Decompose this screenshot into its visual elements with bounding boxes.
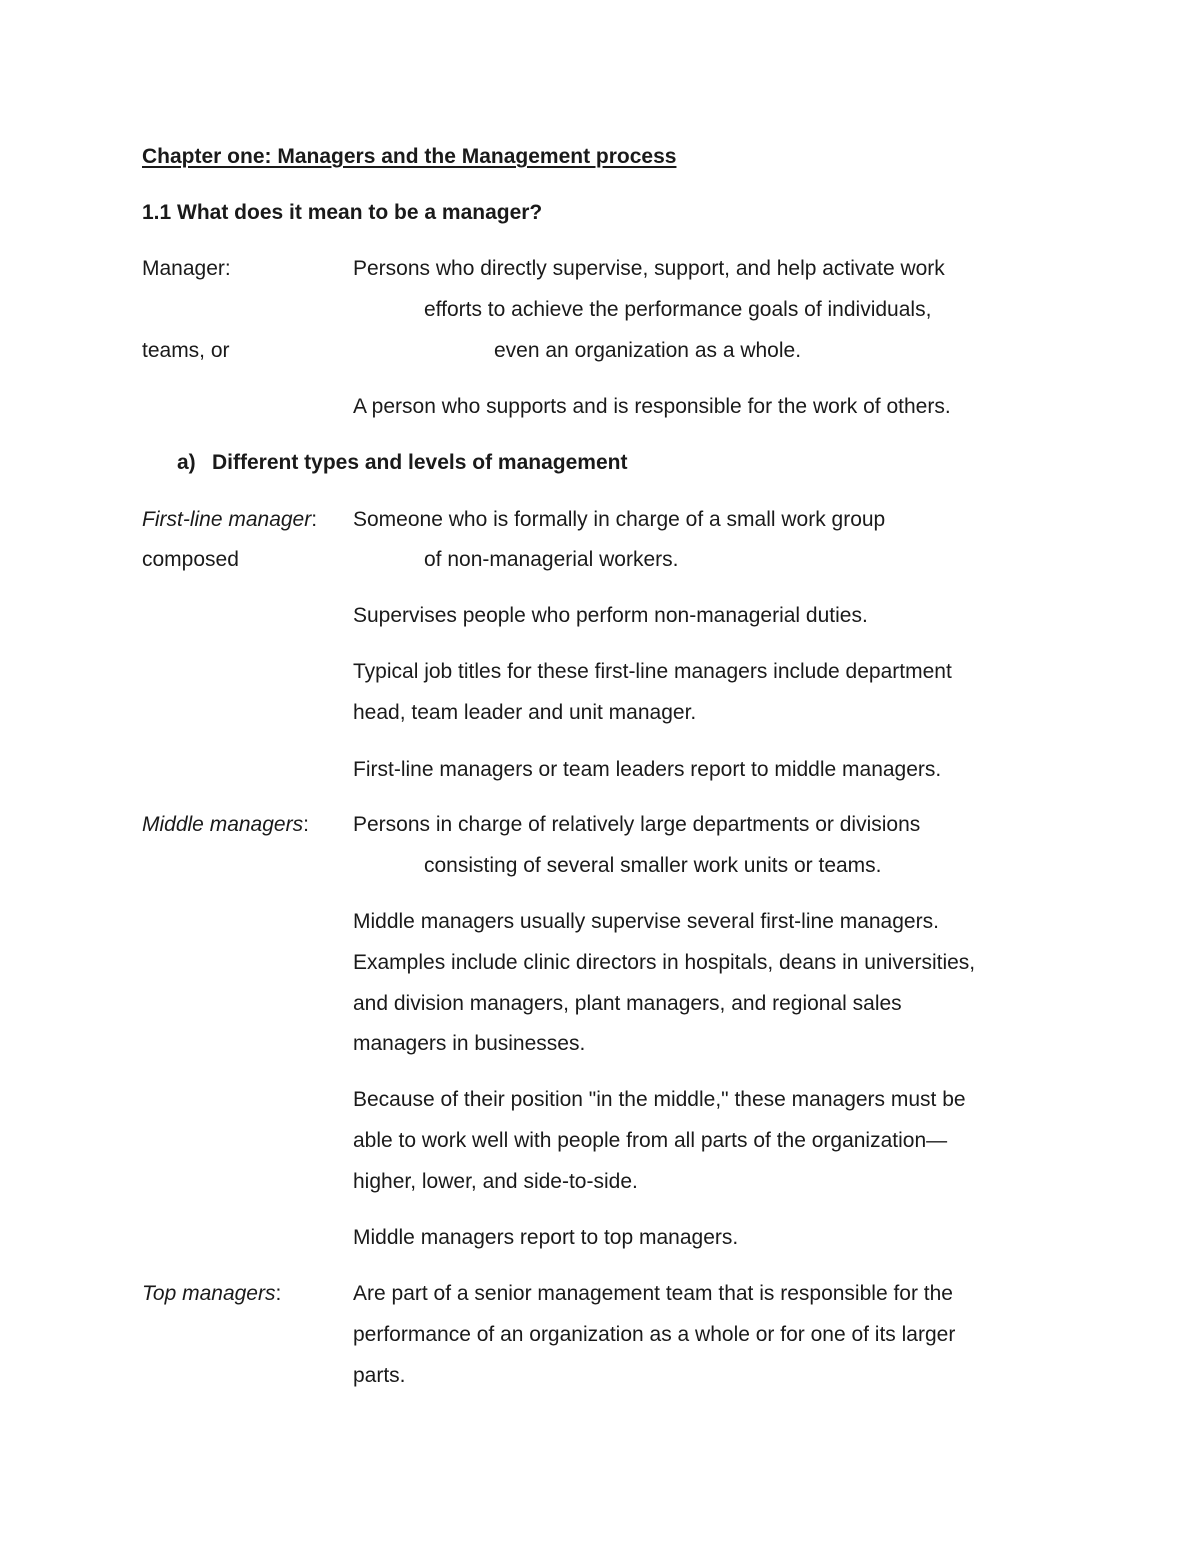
first-line-paragraph: head, team leader and unit manager. xyxy=(353,701,697,724)
subsection-label: a) xyxy=(177,451,196,474)
middle-paragraph: Because of their position "in the middle," these managers must be xyxy=(353,1088,966,1111)
term-first-line-manager-label: First-line manager xyxy=(142,508,312,531)
section-heading: 1.1 What does it mean to be a manager? xyxy=(142,201,543,224)
term-colon: : xyxy=(303,813,309,836)
term-manager: Manager: xyxy=(142,257,231,280)
term-first-line-manager xyxy=(142,507,317,533)
manager-definition-line: efforts to achieve the performance goals of individuals, xyxy=(424,298,932,321)
term-colon: : xyxy=(275,1282,282,1305)
term-middle-managers-label: Middle managers xyxy=(142,813,304,836)
middle-paragraph: able to work well with people from all parts of the organization— xyxy=(353,1129,948,1152)
term-middle-managers xyxy=(142,812,309,838)
middle-paragraph: and division managers, plant managers, and regional sales xyxy=(353,992,902,1015)
top-definition-line: parts. xyxy=(353,1364,406,1387)
manager-definition-line: teams, or xyxy=(142,339,230,362)
middle-paragraph: higher, lower, and side-to-side. xyxy=(353,1170,638,1193)
subsection-heading: Different types and levels of management xyxy=(212,451,628,474)
middle-paragraph: Middle managers usually supervise several first-line managers. xyxy=(353,910,939,933)
manager-definition-line: Persons who directly supervise, support, and help activate work xyxy=(353,257,945,280)
manager-alt-definition: A person who supports and is responsible for the work of others. xyxy=(353,395,951,418)
middle-definition-line: Persons in charge of relatively large departments or divisions xyxy=(353,813,921,836)
top-definition-line: performance of an organization as a whole or for one of its larger xyxy=(353,1323,956,1346)
manager-definition-line: even an organization as a whole. xyxy=(494,339,802,362)
first-line-paragraph: First-line managers or team leaders report to middle managers. xyxy=(353,758,942,781)
middle-definition-line: consisting of several smaller work units or teams. xyxy=(424,854,882,877)
first-line-definition-line: Someone who is formally in charge of a small work group xyxy=(353,508,886,531)
term-top-managers xyxy=(142,1281,281,1307)
middle-paragraph: Middle managers report to top managers. xyxy=(353,1226,739,1249)
first-line-paragraph: Typical job titles for these first-line managers include department xyxy=(353,660,952,683)
first-line-paragraph: Supervises people who perform non-managerial duties. xyxy=(353,604,868,627)
first-line-definition-line: of non-managerial workers. xyxy=(424,548,679,571)
middle-paragraph: Examples include clinic directors in hospitals, deans in universities, xyxy=(353,951,976,974)
first-line-definition-line: composed xyxy=(142,548,239,571)
chapter-title: Chapter one: Managers and the Management process xyxy=(142,145,677,168)
middle-paragraph: managers in businesses. xyxy=(353,1032,586,1055)
top-definition-line: Are part of a senior management team that is responsible for the xyxy=(353,1282,953,1305)
term-colon: : xyxy=(311,508,318,531)
term-top-managers-label: Top managers xyxy=(142,1282,276,1305)
